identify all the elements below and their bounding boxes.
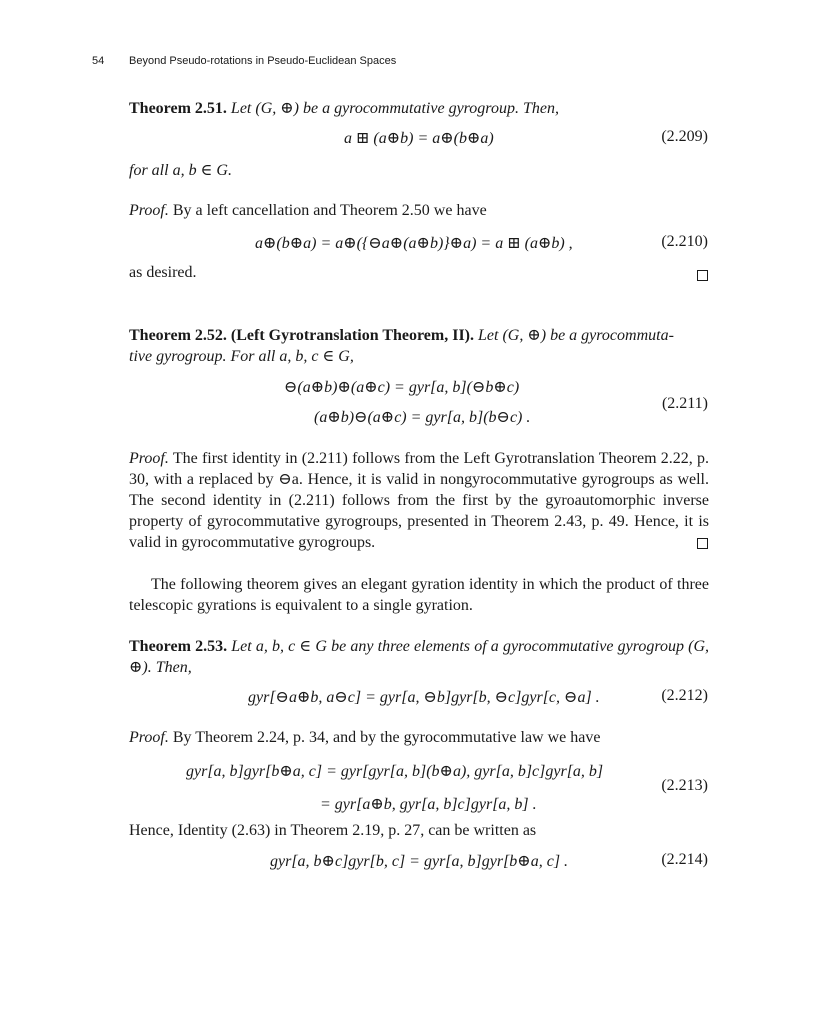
eqnum-2-211: (2.211) [661, 395, 708, 412]
running-header [0, 55, 832, 71]
proof-label: Proof. [129, 450, 169, 467]
eqnum-2-214: (2.214) [661, 851, 708, 868]
eqnum-2-213: (2.213) [661, 777, 708, 794]
theorem-2-51-statement [129, 98, 559, 118]
running-title: Beyond Pseudo-rotations in Pseudo-Euclidean Spaces [129, 55, 397, 67]
equation-2-211-b: (a⊕b)⊖(a⊕c) = gyr[a, b](b⊖c) . [314, 409, 531, 426]
qed-symbol [697, 270, 708, 281]
eqnum-2-212: (2.212) [661, 687, 708, 704]
theorem-text: Let (G, ⊕) be a gyrocommuta- [478, 327, 674, 344]
proof-2-53-text2: Hence, Identity (2.63) in Theorem 2.19, p. 27, can be written as [129, 822, 537, 839]
proof-label: Proof. [129, 729, 169, 746]
equation-2-212: gyr[⊖a⊕b, a⊖c] = gyr[a, ⊖b]gyr[b, ⊖c]gyr[c, ⊖a] . [248, 689, 600, 706]
qed-symbol [697, 538, 708, 549]
theorem-label: Theorem 2.51. [129, 100, 227, 117]
equation-2-210: a⊕(b⊕a) = a⊕({⊖a⊕(a⊕b)}⊕a) = a ⊞ (a⊕b) , [255, 235, 573, 252]
theorem-2-52-line2: tive gyrogroup. For all a, b, c ∈ G, [129, 348, 354, 365]
equation-2-213-a: gyr[a, b]gyr[b⊕a, c] = gyr[gyr[a, b](b⊕a), gyr[a, b]c]gyr[a, b] [186, 763, 604, 780]
proof-2-51-tail: as desired. [129, 264, 197, 281]
intro-paragraph: The following theorem gives an elegant gyration identity in which the product of three telescopic gyrations is equivalent to a single gyration. [129, 576, 709, 614]
eqnum-2-210: (2.210) [661, 233, 708, 250]
theorem-label: Theorem 2.52. (Left Gyrotranslation Theorem, II). [129, 327, 475, 344]
theorem-2-53 [129, 636, 709, 678]
theorem-2-51-tail: for all a, b ∈ G. [129, 162, 232, 179]
page-number: 54 [92, 55, 105, 67]
equation-2-213-b: = gyr[a⊕b, gyr[a, b]c]gyr[a, b] . [320, 796, 537, 813]
theorem-text: Let a, b, c ∈ G be any three elements of a gyrocommutative gyrogroup (G, ⊕). Then, [129, 638, 709, 676]
proof-body: The first identity in (2.211) follows from the Left Gyrotranslation Theorem 2.22, p. 30, with a replaced by ⊖a. Hence, it is valid in nongyrocommutative gyrogroups as well. The second identity in (2.211) follows from the first by the gyroautomorphic inverse property of gyrocommutative gyrogroups, presented in Theorem 2.43, p. 49. Hence, it is valid in gyrocommutative gyrogroups. [129, 450, 710, 551]
proof-label: Proof. [129, 202, 169, 219]
proof-2-52 [129, 448, 709, 553]
theorem-2-52-line1 [129, 325, 674, 345]
proof-2-53-text [129, 729, 600, 747]
equation-2-214: gyr[a, b⊕c]gyr[b, c] = gyr[a, b]gyr[b⊕a, c] . [270, 853, 569, 870]
proof-body: By Theorem 2.24, p. 34, and by the gyrocommutative law we have [172, 729, 601, 746]
equation-2-211-a: ⊖(a⊕b)⊕(a⊕c) = gyr[a, b](⊖b⊕c) [284, 379, 520, 396]
eqnum-2-209: (2.209) [661, 128, 708, 145]
equation-2-209: a ⊞ (a⊕b) = a⊕(b⊕a) [344, 130, 494, 147]
proof-body: By a left cancellation and Theorem 2.50 we have [172, 202, 487, 219]
proof-2-51-text [129, 202, 487, 220]
theorem-text: Let (G, ⊕) be a gyrocommutative gyrogroup. Then, [230, 100, 559, 117]
theorem-label: Theorem 2.53. [129, 638, 228, 655]
